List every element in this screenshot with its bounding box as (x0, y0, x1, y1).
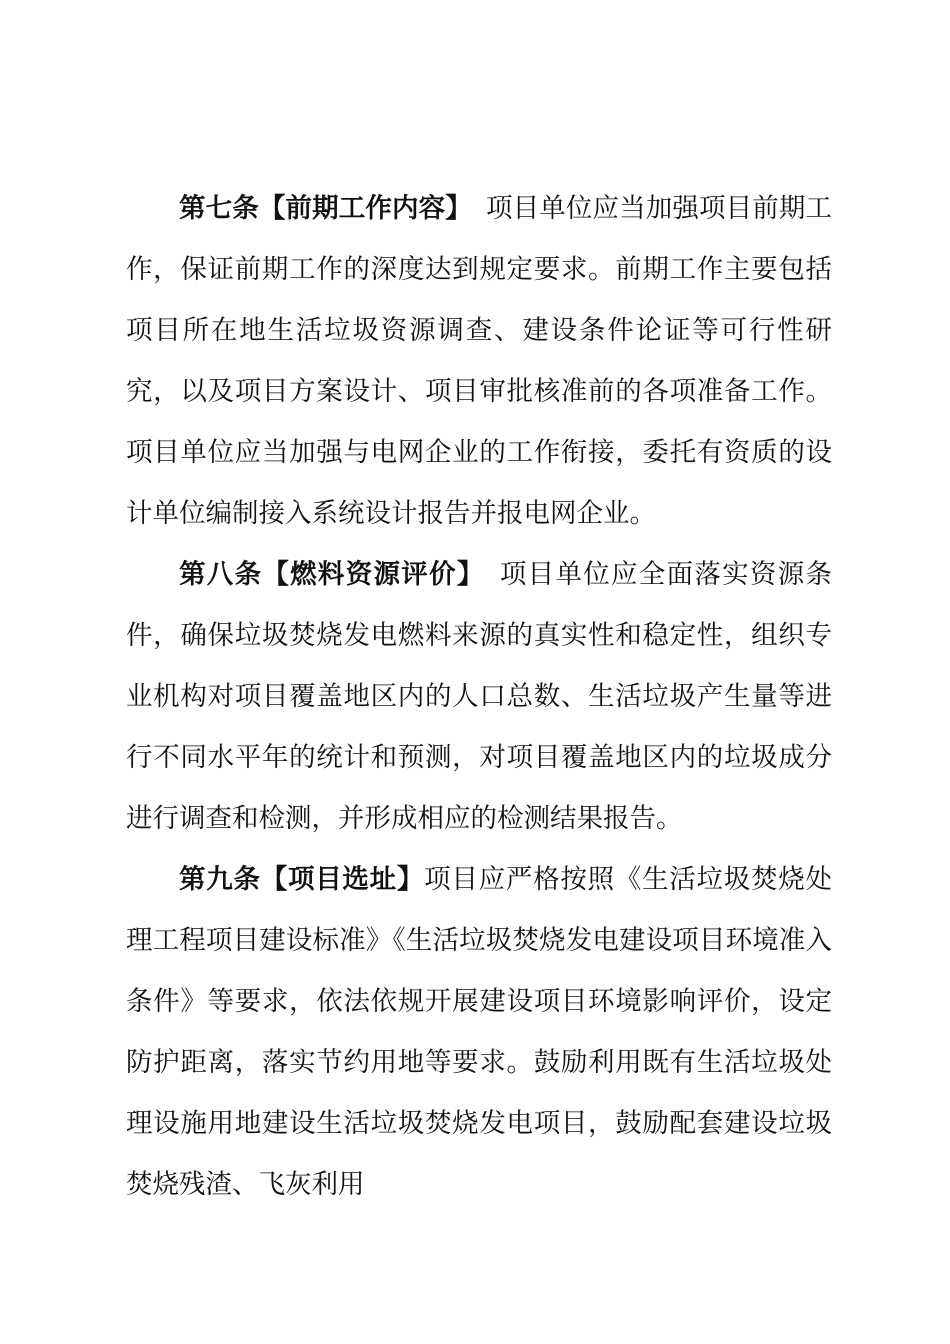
article-9-heading: 第九条【项目选址】 (179, 864, 425, 895)
article-7-heading: 第七条【前期工作内容】 (179, 193, 472, 224)
article-9 (126, 849, 832, 1215)
article-7-body: 项目单位应当加强项目前期工作，保证前期工作的深度达到规定要求。前期工作主要包括项目所在地生活垃圾资源调查、建设条件论证等可行性研究，以及项目方案设计、项目审批核准前的各项准备工作。项目单位应当加强与电网企业的工作衔接，委托有资质的设计单位编制接入系统设计报告并报电网企业。 (126, 193, 832, 529)
article-8-heading: 第八条【燃料资源评价】 (179, 559, 485, 590)
article-7 (126, 178, 832, 544)
article-8-body: 项目单位应全面落实资源条件，确保垃圾焚烧发电燃料来源的真实性和稳定性，组织专业机构对项目覆盖地区内的人口总数、生活垃圾产生量等进行不同水平年的统计和预测，对项目覆盖地区内的垃圾成分进行调查和检测，并形成相应的检测结果报告。 (126, 559, 833, 834)
article-9-body: 项目应严格按照《生活垃圾焚烧处理工程项目建设标准》《生活垃圾焚烧发电建设项目环境准入条件》等要求，依法依规开展建设项目环境影响评价，设定防护距离，落实节约用地等要求。鼓励利用既有生活垃圾处理设施用地建设生活垃圾焚烧发电项目，鼓励配套建设垃圾焚烧残渣、飞灰利用 (126, 864, 833, 1200)
document-body (126, 178, 832, 1215)
article-8 (126, 544, 832, 849)
